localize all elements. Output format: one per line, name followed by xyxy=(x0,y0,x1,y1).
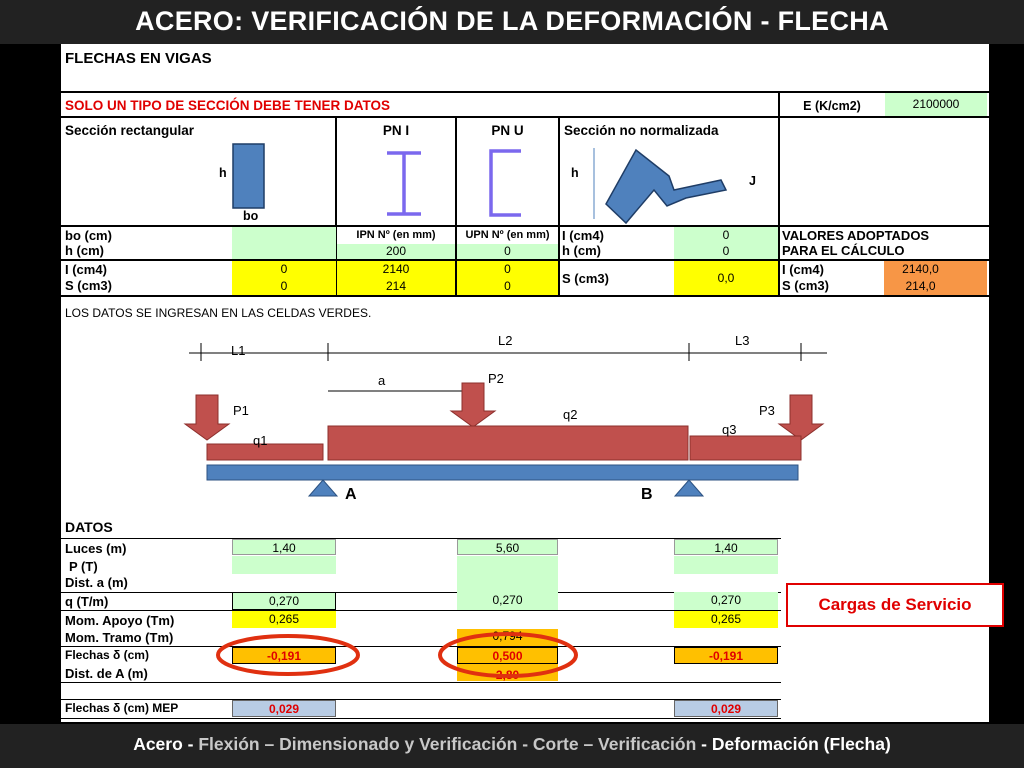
q3-load xyxy=(690,436,801,460)
rect-h-label: h xyxy=(219,166,227,180)
q-label: q (T/m) xyxy=(65,594,109,609)
h-label: h (cm) xyxy=(65,243,104,258)
adopted-label-2: PARA EL CÁLCULO xyxy=(782,243,905,258)
adopt-s-label: S (cm3) xyxy=(782,278,829,293)
input-note: LOS DATOS SE INGRESAN EN LAS CELDAS VERDES. xyxy=(65,306,372,320)
p-label: P (T) xyxy=(69,559,98,574)
mep-1-value: 0,029 xyxy=(232,700,336,717)
ipn-label: IPN Nº (en mm) xyxy=(356,229,436,241)
grid-line xyxy=(61,295,989,297)
footer-link-acero[interactable]: Acero xyxy=(133,734,183,754)
support-a xyxy=(309,480,337,496)
nonstd-i-input[interactable]: 0 xyxy=(674,227,778,243)
p-3-input[interactable] xyxy=(674,556,778,574)
ipn-s-value: 214 xyxy=(337,278,455,295)
q3-label: q3 xyxy=(722,422,737,437)
p-2-input[interactable] xyxy=(457,556,558,592)
upn-i-value: 0 xyxy=(457,261,558,278)
section-pnu-label: PN U xyxy=(491,123,524,138)
support-a-label: A xyxy=(345,486,357,503)
nonstd-h-label: h xyxy=(571,166,579,180)
nonstd-h-input[interactable]: 0 xyxy=(674,243,778,259)
mom-tramo-label: Mom. Tramo (Tm) xyxy=(65,630,174,645)
p-1-input[interactable] xyxy=(232,556,336,574)
flecha-3-value: -0,191 xyxy=(674,647,778,664)
ipn-input[interactable]: 200 xyxy=(337,244,455,259)
mep-3-value: 0,029 xyxy=(674,700,778,717)
q-2-input[interactable]: 0,270 xyxy=(457,592,558,610)
i-label: I (cm4) xyxy=(65,262,107,277)
p1-load-arrow xyxy=(185,395,229,440)
flecha-1-value: -0,191 xyxy=(232,647,336,664)
spreadsheet xyxy=(61,44,989,722)
flecha-2-value: 0,500 xyxy=(457,647,558,664)
warning-text: SOLO UN TIPO DE SECCIÓN DEBE TENER DATOS xyxy=(65,98,391,113)
highlight-ellipse-1 xyxy=(218,636,358,674)
adopted-label-1: VALORES ADOPTADOS xyxy=(782,228,930,243)
e-label: E (K/cm2) xyxy=(803,99,861,113)
l1-label: L1 xyxy=(231,343,246,358)
nonstd-s-value: 0,0 xyxy=(674,261,778,295)
q2-label: q2 xyxy=(563,407,578,422)
bo-label: bo (cm) xyxy=(65,228,112,243)
q2-load xyxy=(328,426,688,460)
a-label: a xyxy=(378,373,386,388)
nonstd-j-label: J xyxy=(749,174,756,188)
beam xyxy=(207,465,798,480)
p2-load-arrow xyxy=(451,383,495,427)
irregular-section-icon xyxy=(606,150,726,223)
rect-s-value: 0 xyxy=(232,278,336,295)
rect-dims-input[interactable] xyxy=(232,227,336,259)
s-label: S (cm3) xyxy=(65,278,112,293)
mom-apoyo-3-value: 0,265 xyxy=(674,611,778,628)
p2-label: P2 xyxy=(488,371,504,386)
cargas-servicio-callout: Cargas de Servicio xyxy=(786,583,1004,627)
nonstd-i-label: I (cm4) xyxy=(562,228,604,243)
e-value-cell[interactable]: 2100000 xyxy=(885,93,987,116)
dist-a-label: Dist. a (m) xyxy=(65,575,128,590)
mom-tramo-value: 0,794 xyxy=(457,629,558,646)
footer-link-deformacion[interactable]: Deformación (Flecha) xyxy=(711,734,891,754)
ipn-i-value: 2140 xyxy=(337,261,455,278)
slide-title: ACERO: VERIFICACIÓN DE LA DEFORMACIÓN - FLECHA xyxy=(0,0,1024,44)
footer-separator: - xyxy=(182,734,199,754)
dist-de-a-label: Dist. de A (m) xyxy=(65,666,148,681)
rect-i-value: 0 xyxy=(232,261,336,278)
luces-label: Luces (m) xyxy=(65,541,127,556)
p3-load-arrow xyxy=(779,395,823,440)
grid-line xyxy=(61,91,989,93)
adopt-i-value: 2140,0 xyxy=(884,261,987,278)
section-pni-label: PN I xyxy=(382,123,410,138)
upn-s-value: 0 xyxy=(457,278,558,295)
adopt-i-label: I (cm4) xyxy=(782,262,824,277)
mom-apoyo-label: Mom. Apoyo (Tm) xyxy=(65,613,175,628)
upn-label: UPN Nº (en mm) xyxy=(465,229,550,241)
highlight-overlay xyxy=(61,624,989,684)
luces-1-input[interactable]: 1,40 xyxy=(232,539,336,555)
nonstd-h-dim-label: h (cm) xyxy=(562,243,601,258)
rect-section-icon xyxy=(233,144,264,208)
q-1-input[interactable]: 0,270 xyxy=(232,592,336,610)
i-beam-icon xyxy=(387,153,421,214)
footer-nav xyxy=(0,724,1024,768)
l2-label: L2 xyxy=(498,333,513,348)
sheet-heading: FLECHAS EN VIGAS xyxy=(65,50,212,67)
rect-bo-label: bo xyxy=(243,209,259,223)
highlight-ellipse-2 xyxy=(440,634,576,676)
footer-separator: - xyxy=(696,734,712,754)
footer-link-flexion[interactable]: Flexión – Dimensionado y Verificación - Corte – Verificación xyxy=(198,734,697,754)
luces-2-input[interactable]: 5,60 xyxy=(457,539,558,555)
section-rect-label: Sección rectangular xyxy=(65,123,195,138)
datos-heading: DATOS xyxy=(65,519,113,535)
q-3-input[interactable]: 0,270 xyxy=(674,592,778,610)
nonstd-s-label: S (cm3) xyxy=(562,271,609,286)
flechas-label: Flechas δ (cm) xyxy=(65,648,149,662)
p3-label: P3 xyxy=(759,403,775,418)
section-drawings xyxy=(61,118,779,226)
beam-diagram xyxy=(61,329,989,519)
adopt-s-value: 214,0 xyxy=(884,278,987,295)
luces-3-input[interactable]: 1,40 xyxy=(674,539,778,555)
l3-label: L3 xyxy=(735,333,750,348)
upn-input[interactable]: 0 xyxy=(457,244,558,259)
p1-label: P1 xyxy=(233,403,249,418)
q1-label: q1 xyxy=(253,433,268,448)
section-nonstd-label: Sección no normalizada xyxy=(564,123,719,138)
flechas-mep-label: Flechas δ (cm) MEP xyxy=(65,701,179,715)
dist-de-a-value: 2,80 xyxy=(457,664,558,681)
mom-apoyo-1-value: 0,265 xyxy=(232,611,336,628)
support-b-label: B xyxy=(641,486,653,503)
support-b xyxy=(675,480,703,496)
u-channel-icon xyxy=(491,151,521,215)
